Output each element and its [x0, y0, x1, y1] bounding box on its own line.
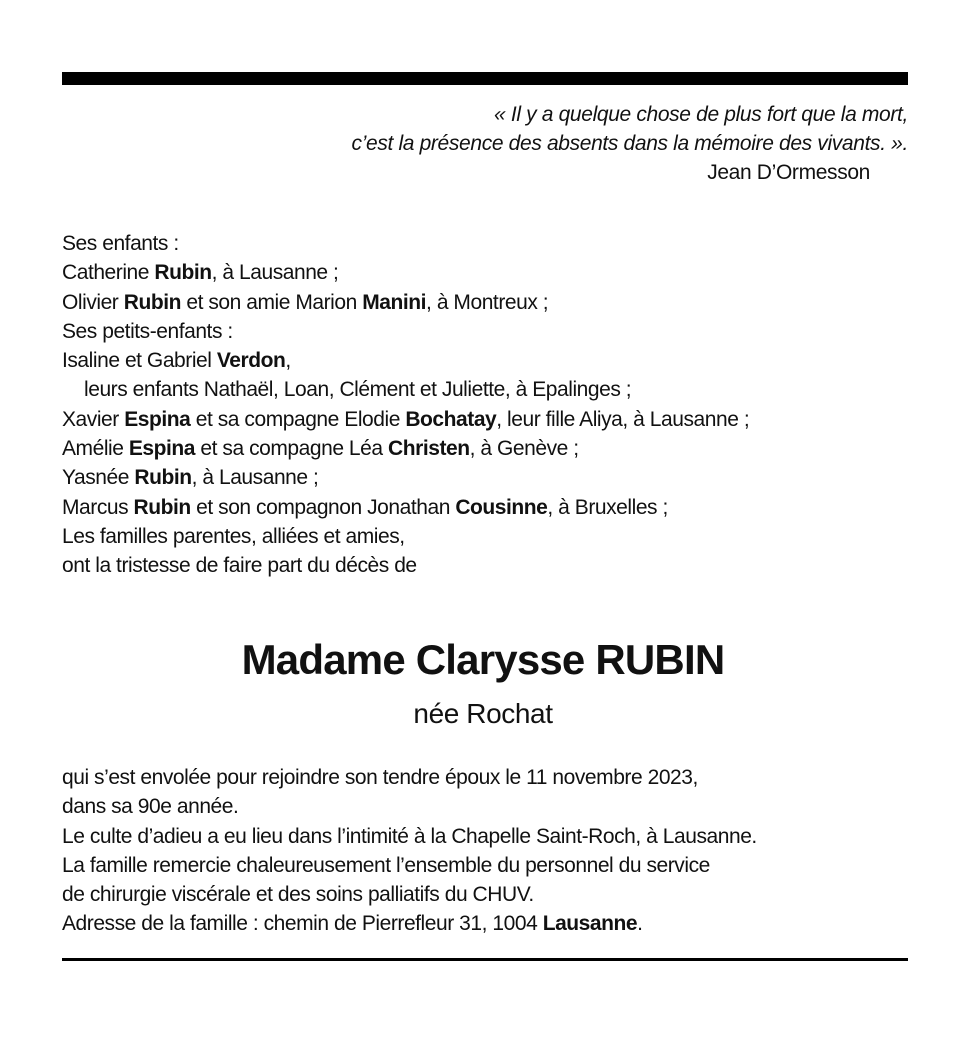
grandchildren-heading: Ses petits-enfants : — [62, 319, 233, 343]
announcement-line: ont la tristesse de faire part du décès de — [62, 554, 417, 578]
surname: Bochatay — [405, 407, 497, 431]
surname: Espina — [124, 407, 191, 431]
surname: Verdon — [216, 349, 286, 373]
surname: Rubin — [134, 466, 192, 490]
given-name: Catherine — [62, 261, 155, 285]
given-name: Olivier — [62, 290, 124, 314]
surname: Cousinne — [455, 495, 548, 519]
family-line — [62, 288, 922, 317]
relatives-line: Les familles parentes, alliées et amies, — [62, 524, 405, 548]
maiden-name: née Rochat — [413, 698, 553, 729]
family-line — [62, 405, 922, 434]
deceased-block — [0, 632, 966, 734]
location-text: , à Lausanne ; — [191, 466, 319, 490]
given-name: Amélie — [62, 437, 129, 461]
top-rule — [62, 72, 908, 85]
punctuation: . — [637, 912, 643, 936]
quote-line-1: « Il y a quelque chose de plus fort que la mort, — [494, 103, 908, 126]
details-line: Le culte d’adieu a eu lieu dans l’intimité à la Chapelle Saint-Roch, à Lausanne. — [62, 824, 757, 848]
surname: Rubin — [123, 290, 181, 314]
given-name: Yasnée — [62, 466, 135, 490]
relation-text: et sa compagne Léa — [195, 437, 389, 461]
surname: Rubin — [154, 261, 212, 285]
quote-author: Jean D’Ormesson — [707, 161, 870, 184]
address-city: Lausanne — [542, 912, 638, 936]
address-text: Adresse de la famille : chemin de Pierrefleur 31, 1004 — [62, 912, 543, 936]
family-address — [62, 909, 942, 938]
bottom-rule — [62, 958, 908, 961]
surname: Rubin — [133, 495, 191, 519]
details-line: qui s’est envolée pour rejoindre son tendre époux le 11 novembre 2023, — [62, 766, 698, 789]
family-line — [62, 463, 922, 492]
details-line: de chirurgie viscérale et des soins palliatifs du CHUV. — [62, 883, 534, 907]
epigraph-quote — [108, 100, 908, 187]
relation-text: et son compagnon Jonathan — [190, 495, 456, 519]
details-line: La famille remercie chaleureusement l’ensemble du personnel du service — [62, 853, 710, 877]
family-line — [62, 346, 922, 375]
family-line — [62, 434, 922, 463]
family-line — [62, 258, 922, 287]
deceased-name: Madame Clarysse RUBIN — [241, 636, 725, 683]
surname: Christen — [388, 437, 470, 461]
given-name: Isaline et Gabriel — [62, 349, 217, 373]
punctuation: , — [285, 349, 291, 373]
relation-text: et son amie Marion — [180, 290, 363, 314]
family-line — [62, 493, 922, 522]
location-text: , à Lausanne ; — [211, 261, 339, 285]
details-line: dans sa 90e année. — [62, 795, 239, 819]
location-text: , à Bruxelles ; — [547, 495, 668, 519]
quote-line-2: c’est la présence des absents dans la mémoire des vivants. ». — [351, 132, 908, 155]
details-block — [62, 763, 942, 939]
family-list — [62, 229, 922, 581]
location-text: , à Montreux ; — [426, 290, 549, 314]
surname: Espina — [128, 437, 196, 461]
children-heading: Ses enfants : — [62, 232, 179, 255]
great-grandchildren-line: leurs enfants Nathaël, Loan, Clément et Juliette, à Epalinges ; — [84, 378, 632, 402]
surname: Manini — [362, 290, 427, 314]
location-text: , à Genève ; — [469, 437, 579, 461]
location-text: , leur fille Aliya, à Lausanne ; — [496, 407, 750, 431]
given-name: Xavier — [62, 407, 125, 431]
given-name: Marcus — [62, 495, 134, 519]
relation-text: et sa compagne Elodie — [190, 407, 406, 431]
